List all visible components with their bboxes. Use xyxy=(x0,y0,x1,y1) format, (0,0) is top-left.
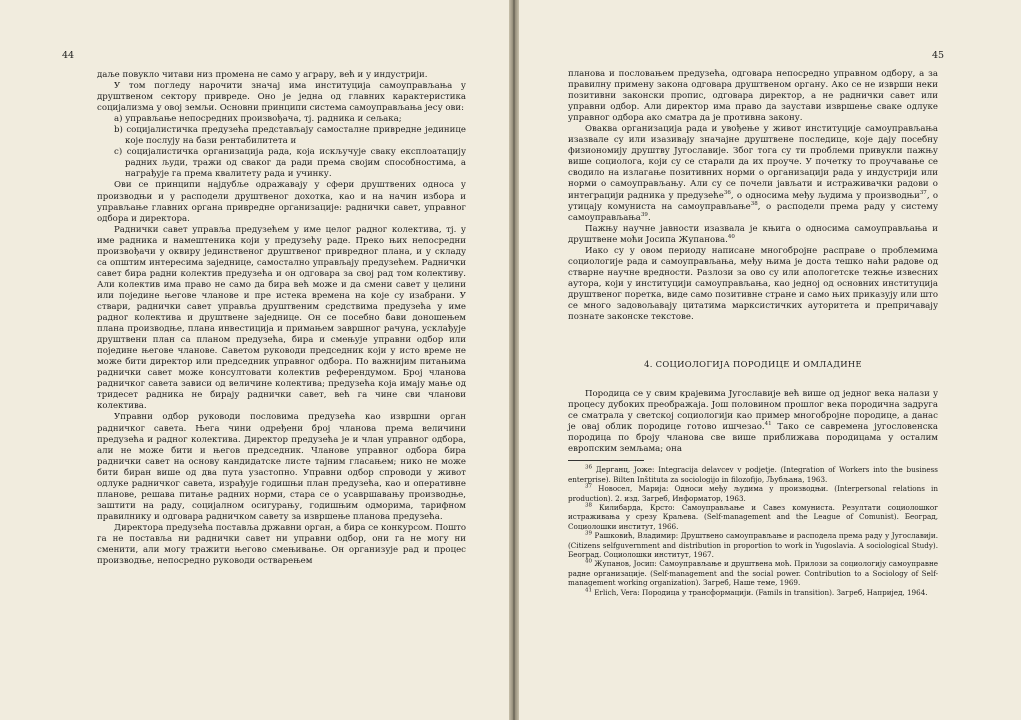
footnotes xyxy=(568,465,938,597)
paragraph: Иако су у овом периоду написане многобројне расправе о проблемима социологије рада и самоуправљања, међу њима је доста тешко наћи радове од стварне научне вредности. Разлози за ово су или апологетске тежње извесних аутора, који у институцији самоуправљања, као једној од основних институција друштвеног поретка, виде само позитивне стране и само њих приказују или што се много задовољавају цитатима марксистичких ауторитета и препричавају познате законске текстове. xyxy=(568,245,938,323)
paragraph: Пажњу научне јавности изазвала је књига о односима самоуправљања и друштвене моћи Јосипа Жупанова.$^{40}$ xyxy=(568,223,938,245)
book-spine xyxy=(509,0,519,720)
paragraph: Раднички савет управља предузећем у име целог радног колектива, тј. у име радника и намештеника који у предузећу раде. Преко њих непосредни произвођачи у оквиру јединственог друштвеног привредног плана, и у складу са општим интересима заједнице, самостално управљају предузећем. Раднички савет бира радни колектив предузећа и он одговара за свој рад том колективу. Али колектив има право не само да бира већ може и да смени савет у целини или поједине његове чланове и пре истека времена на које су изабрани. У ствари, раднички савет управља друштвеним средствима предузећа у име радног колектива и друштвене заједнице. Он се посебно бави доношењем плана производње, плана инвестиција и примањем завршног рачуна, усклађује друштвени план са планом предузећа, бира и смењује управни одбор или поједине његове чланове. Саветом руководи председник који у исто време не може бити директор или председник управног одбора. По важнијим питањима раднички савет може консултовати колектив референдумом. Број чланова радничког савета зависи од величине колектива; предузећа која имају мање од тридесет радника не бирају раднички савет, већ га чине сви чланови колектива. xyxy=(97,224,466,412)
footnote: $^{38}$ Килибарда, Крсто: Самоуправљање и Савез комуниста. Резултати социолошког истраживања у срезу Краљева. (Self-management and the League of Comunist). Београд, Социолошки институт, 1966. xyxy=(568,502,938,531)
paragraph: Породица се у свим крајевима Југославије већ више од једног века налази у процесу дубоких преображаја. Још половином прошлог века породична задруга се сматрала у светској социологији као пример многобројне породице, а данас је овај облик породице готово ишчезао.$^{41}$ Тако се савремена југословенска породица по броју чланова све више приближава породицама у осталим европским земљама; она xyxy=(568,389,938,455)
paragraph: Оваква организација рада и увођење у живот институције самоуправљања изазвале су или изазивају значајне друштвене последице, које дају посебну физиономију друштву Југославије. Због тога су ти проблеми привукли пажњу више социолога, који су се старали да их проуче. У почетку то проучавање се сводило на излагање позитивних норми о организацији рада у индустрији или норми о самоуправљању. Али су се почели јављати и истраживачки радови о интеграцији радника у предузеће$^{36}$, о односима међу људима у производњи$^{37}$, о утицају комуниста на самоуправљање$^{38}$, о расподели према раду у систему самоуправљања$^{39}$. xyxy=(568,124,938,223)
paragraph: Управни одбор руководи пословима предузећа као извршни орган радничког савета. Њега чини одређени број чланова према величини предузећа и радног колектива. Директор предузећа је и члан управног одбора, али не може бити и његов председник. Чланове управног одбора бира раднички савет на основу кандидатске листе тајним гласањем; нико не може бити биран више од два пута узастопно. Управни одбор спроводи у живот одлуке радничког савета, израђује годишњи план предузећа, као и оперативне планове, решава питање радних норми, стара се о усавршавању производње, заштити на раду, социјалном осигурању, годишњим одморима, тарифном правилнику и одговара радничком савету за извршење планова предузећа. xyxy=(97,412,466,522)
list-item: а) управљање непосредних произвођача, тј. радника и сељака; xyxy=(114,114,402,125)
footnote: $^{40}$ Жупанов, Јосип: Самоуправљање и друштвена моћ. Прилози за социологију самоуправне радне организације. (Self-management and the social power. Contribution to a Sociology of Self-management working organization). Загреб, Наше теме, 1969. xyxy=(568,559,938,588)
right-page-text xyxy=(568,69,938,597)
page-number-left: 44 xyxy=(62,50,75,61)
footnote-ref: 36 xyxy=(723,189,731,196)
footnote-ref: 38 xyxy=(750,200,758,207)
section-heading: 4. СОЦИОЛОГИЈА ПОРОДИЦЕ И ОМЛАДИНЕ xyxy=(644,359,862,370)
footnote: $^{37}$ Новосел, Марија: Односи међу људима у производњи. (Interpersonal relations in production). 2. изд. Загреб, Информатор, 1963. xyxy=(568,483,938,503)
paragraph: Ови се принципи најдубље одражавају у сфери друштвених односа у производњи и у расподели друштвеног дохотка, као и на начин избора и управљање главних органа привредне организације: раднички савет, управног одбора и директора. xyxy=(97,180,466,224)
footnote-ref: 37 xyxy=(919,189,927,196)
footnote-ref: 40 xyxy=(727,233,735,240)
paragraph: У том погледу нарочити значај има институција самоуправљања у друштвеном сектору привреде. Оно је једна од главних карактеристика социјализма у овој земљи. Основни принципи система самоуправљања јесу ови: xyxy=(97,81,466,114)
left-page-text xyxy=(97,70,466,567)
footnote: $^{39}$ Рашковић, Владимир: Друштвено самоуправљање и расподела према раду у Југославији. (Citizens selfguvernment and distribution in proportion to work in Yugoslavia. A sociological Study). Београд. Социолошки институт, 1967. xyxy=(568,530,938,560)
list-item: с) социјалистичка организација рада, која искључује сваку експлоатацију радних људи, тражи од сваког да ради према својим способностима, а награђује га према квалитету рада и учинку. xyxy=(114,147,466,180)
list-item: b) социјалистичка предузећа представљају самосталне привредне јединице које послују на бази рентабилитета и xyxy=(114,125,466,147)
footnote: $^{36}$ Дерганц, Јоже: Integracija delavcev v podjetje. (Integration of Workers into the business enterprise). Bilten Inštituta za sociologijo in filozofijo, Љубљана, 1963. xyxy=(568,465,938,484)
page-number-right: 45 xyxy=(932,50,945,61)
paragraph: Директора предузећа поставља државни орган, а бира се конкурсом. Пошто га не поставља ни раднички савет ни управни одбор, они га не могу ни сменити, али могу тражити његово смењивање. Он организује рад и процес производње, непосредно руководи остварењем xyxy=(97,522,466,567)
footnote: $^{41}$ Erlich, Vera: Породица у трансформацији. (Famils in transition). Загреб, Напријед, 1964. xyxy=(585,587,928,597)
footnote-ref: 41 xyxy=(764,421,772,428)
principles-list xyxy=(97,114,466,180)
paragraph: даље повукло читави низ промена не само у аграру, већ и у индустрији. xyxy=(97,70,428,80)
paragraph: планова и пословањем предузећа, одговара непосредно управном одбору, а за правилну примену закона одговара друштвеном органу. Ако се не изврши неки позитивни законски пропис, одговара директор, а не раднички савет или управни одбор. Али директор има право да заустави извршење сваке одлуке управног одбора ако сматра да је противна закону. xyxy=(568,69,938,124)
footnote-divider xyxy=(568,460,644,461)
footnote-ref: 39 xyxy=(640,211,648,218)
